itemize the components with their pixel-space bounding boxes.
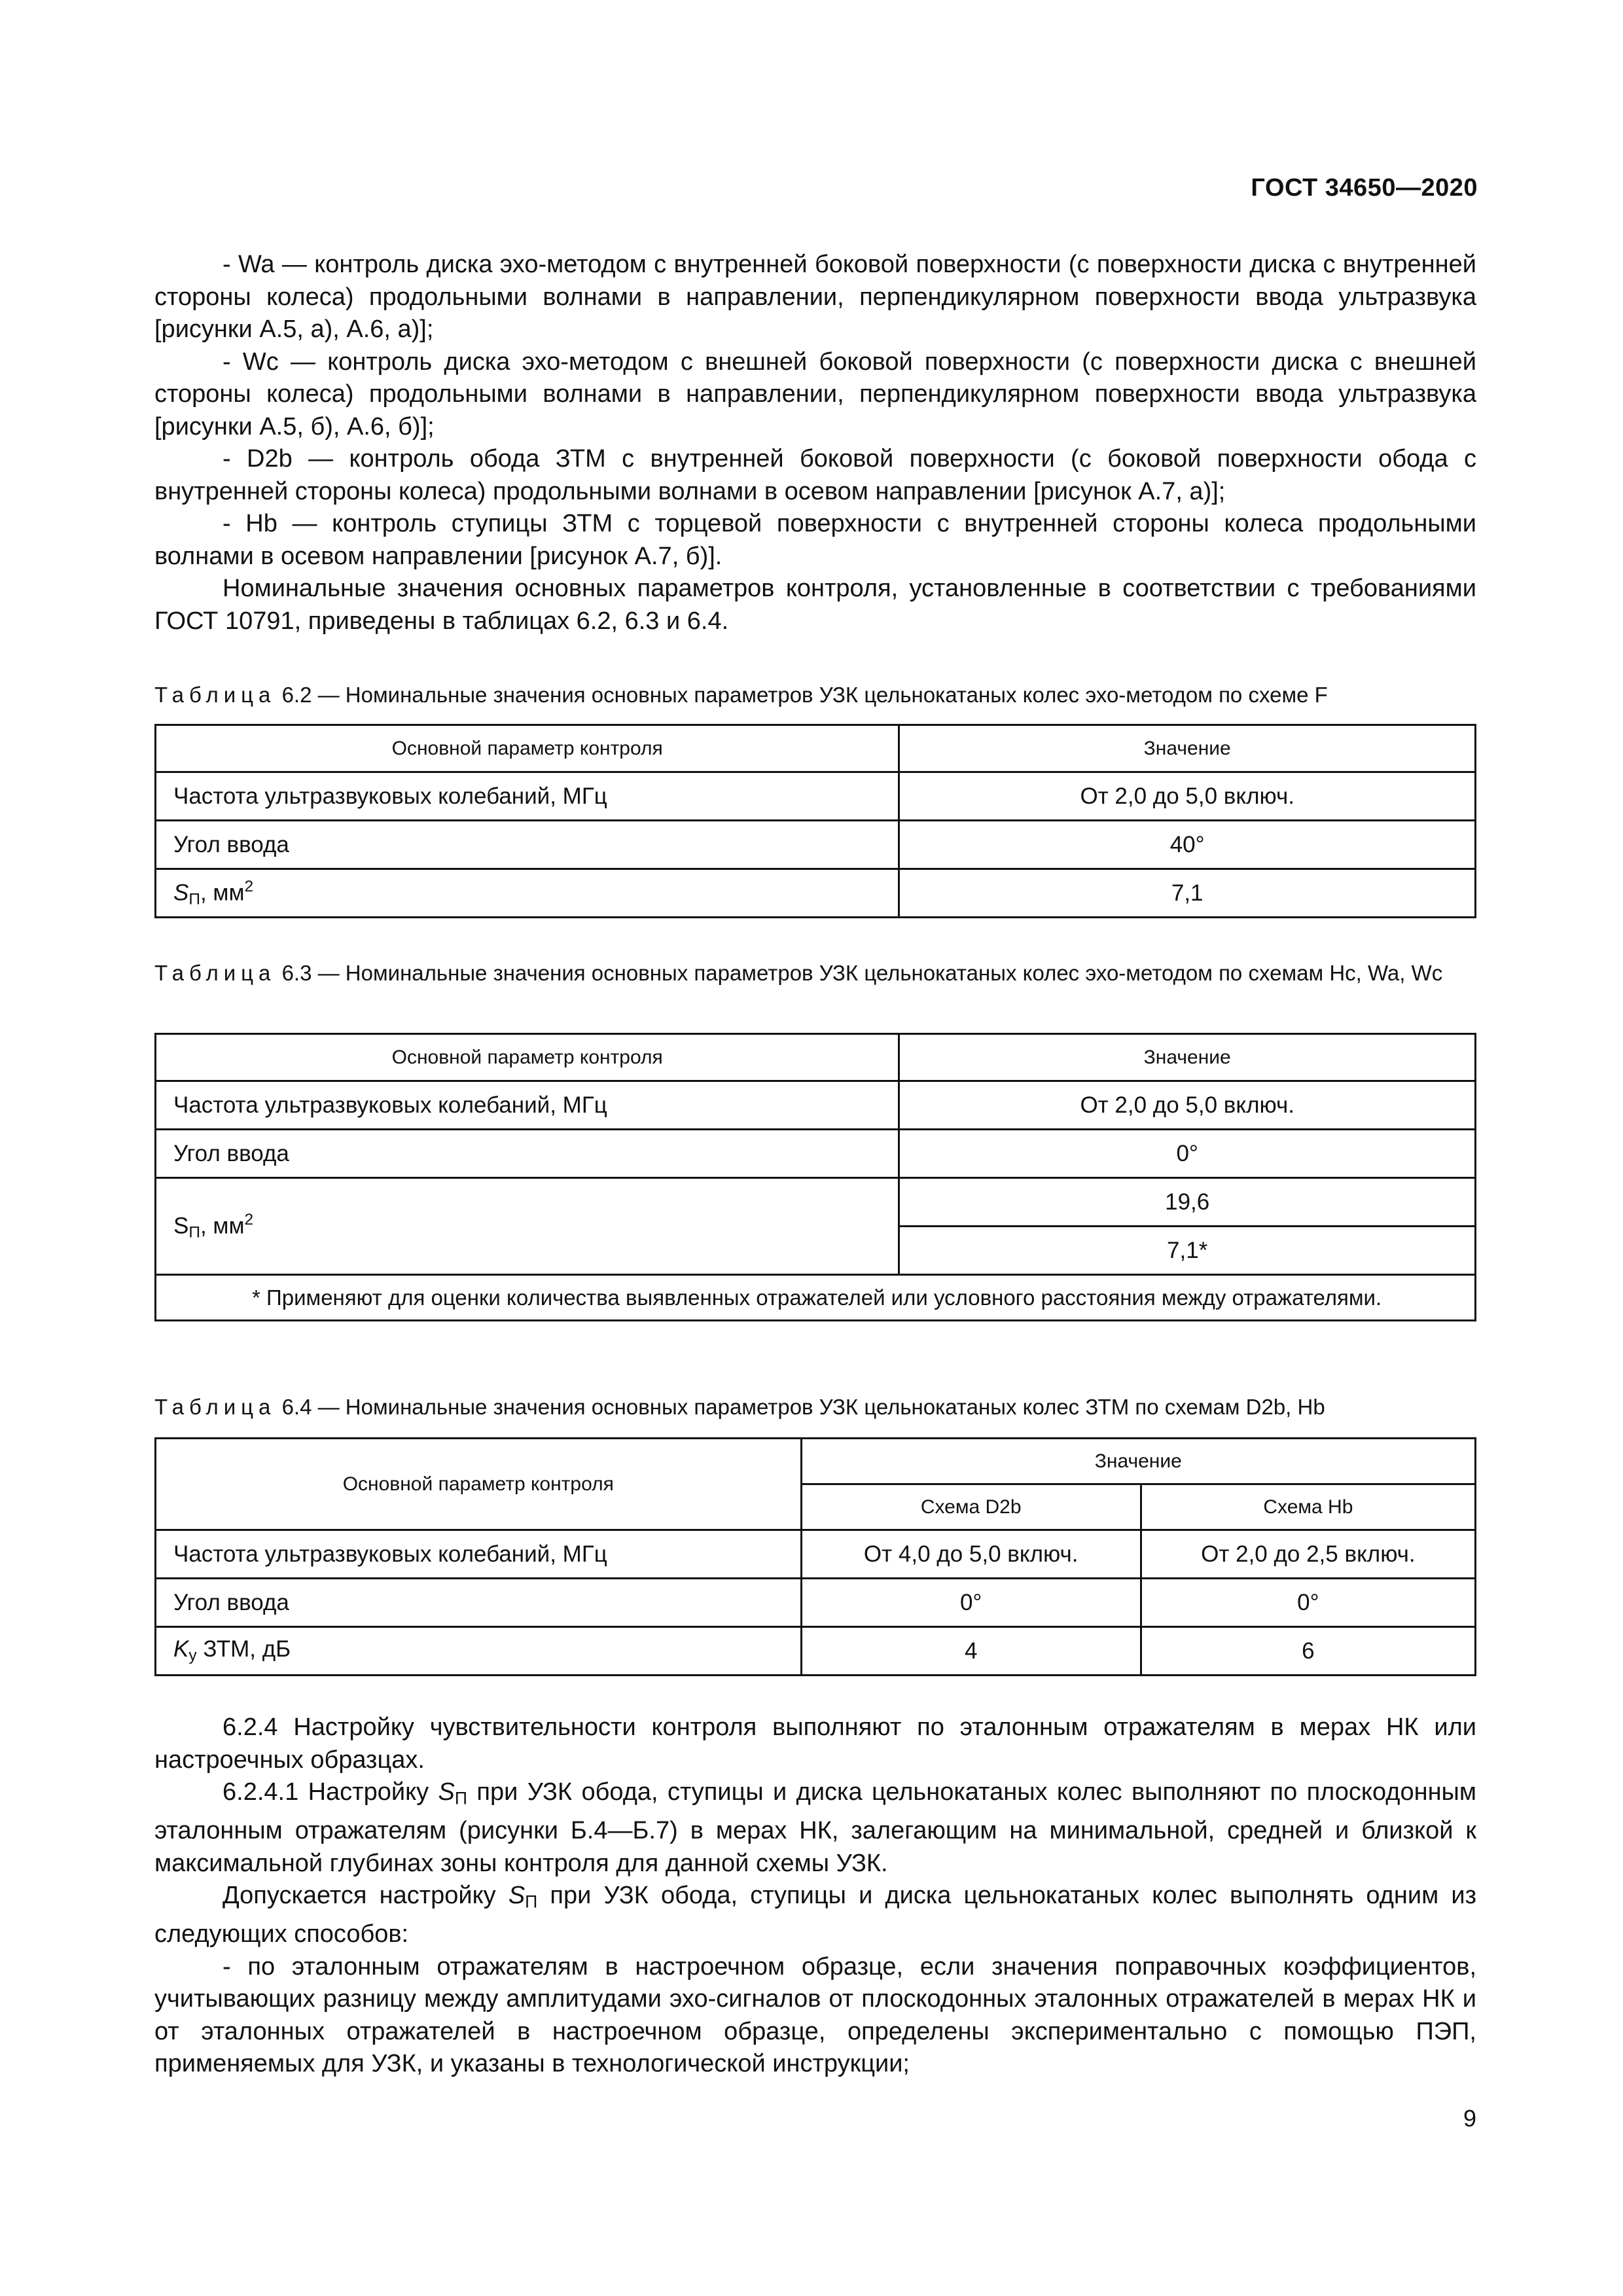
table-header: Значение [899, 725, 1476, 772]
table-row: $S_П$, $мм^2$ 7,1 [156, 869, 1476, 918]
table-row: $K_у$ ЗТМ, дБ 4 6 [156, 1627, 1476, 1676]
paragraph: 6.2.4 Настройку чувствительности контроля выполняют по эталонным отражателям в мерах НК или настроечных образцах. [154, 1713, 1476, 1774]
table-6-2 [154, 724, 1476, 918]
table-row: Угол ввода 0° [156, 1130, 1476, 1178]
paragraph: 6.2.4.1 Настройку $S_П$ при УЗК обода, ступицы и диска цельнокатаных колес выполняют по плоскодонным эталонным отражателям (рисунки Б.4—Б.7) в мерах НК, залегающим на минимальной, средней и близкой к максимальной глубинах зоны контроля для данной схемы УЗК. [154, 1778, 1476, 1877]
paragraph: - Wa — контроль диска эхо-методом с внутренней боковой поверхности (с поверхности диска с внутренней стороны колеса) продольными волнами в направлении, перпендикулярном поверхности ввода ультразвука [рисунки А.5, а), А.6, а)]; [154, 251, 1476, 343]
table-row: Частота ультразвуковых колебаний, МГц От 2,0 до 5,0 включ. [156, 1081, 1476, 1130]
table-6-4 [154, 1437, 1476, 1676]
table-6-3-caption: Таблица 6.3 — Номинальные значения основных параметров УЗК цельнокатаных колес эхо-методом по схемам Hc, Wa, Wc [154, 961, 1443, 985]
table-row: Угол ввода 40° [156, 821, 1476, 869]
paragraph: Номинальные значения основных параметров контроля, установленные в соответствии с требованиями ГОСТ 10791, приведены в таблицах 6.2, 6.3 и 6.4. [154, 575, 1476, 635]
table-6-2-caption: Таблица 6.2 — Номинальные значения основных параметров УЗК цельнокатаных колес эхо-методом по схеме F [154, 683, 1328, 707]
table-header: Схема Hb [1141, 1484, 1475, 1530]
table-header: Значение [899, 1034, 1476, 1081]
table-row: Частота ультразвуковых колебаний, МГц От 4,0 до 5,0 включ. От 2,0 до 2,5 включ. [156, 1530, 1476, 1579]
table-row: 7,1* [156, 1227, 1476, 1275]
table-6-3 [154, 1033, 1476, 1321]
table-header: Основной параметр контроля [156, 1439, 802, 1530]
table-row: Угол ввода 0° 0° [156, 1579, 1476, 1627]
page-number: 9 [1463, 2105, 1476, 2132]
table-note-row: * Применяют для оценки количества выявленных отражателей или условного расстояния между отражателями. [156, 1275, 1476, 1321]
document-code: ГОСТ 34650—2020 [1251, 174, 1478, 202]
body-text [154, 1712, 1476, 2081]
paragraph: - по эталонным отражателям в настроечном образце, если значения поправочных коэффициентов, учитывающих разницу между амплитудами эхо-сигналов от плоскодонных эталонных отражателей в мерах НК и от эталонных отражателей в настроечном образце, определены экспериментально с помощью ПЭП, применяемых для УЗК, и указаны в технологической инструкции; [154, 1952, 1476, 2078]
paragraph: Допускается настройку $S_П$ при УЗК обода, ступицы и диска цельнокатаных колес выполнять одним из следующих способов: [154, 1882, 1476, 1948]
table-header: Схема D2b [801, 1484, 1141, 1530]
paragraph: - D2b — контроль обода ЗТМ с внутренней боковой поверхности (с боковой поверхности обода с внутренней стороны колеса) продольными волнами в осевом направлении [рисунок А.7, а)]; [154, 445, 1476, 505]
table-header: Основной параметр контроля [156, 725, 899, 772]
table-header: Основной параметр контроля [156, 1034, 899, 1081]
intro-text [154, 249, 1476, 637]
table-row: $S_П$, $мм^2$ 19,6 [156, 1178, 1476, 1227]
paragraph: - Wc — контроль диска эхо-методом с внешней боковой поверхности (с поверхности диска с внешней стороны колеса) продольными волнами в направлении, перпендикулярном поверхности ввода ультразвука [рисунки А.5, б), А.6, б)]; [154, 348, 1476, 440]
table-header: Значение [801, 1439, 1475, 1484]
table-6-4-caption: Таблица 6.4 — Номинальные значения основных параметров УЗК цельнокатаных колес ЗТМ по схемам D2b, Hb [154, 1395, 1325, 1419]
table-row: Частота ультразвуковых колебаний, МГц От 2,0 до 5,0 включ. [156, 772, 1476, 821]
paragraph: - Hb — контроль ступицы ЗТМ с торцевой поверхности с внутренней стороны колеса продольными волнами в осевом направлении [рисунок А.7, б)]. [154, 510, 1476, 570]
